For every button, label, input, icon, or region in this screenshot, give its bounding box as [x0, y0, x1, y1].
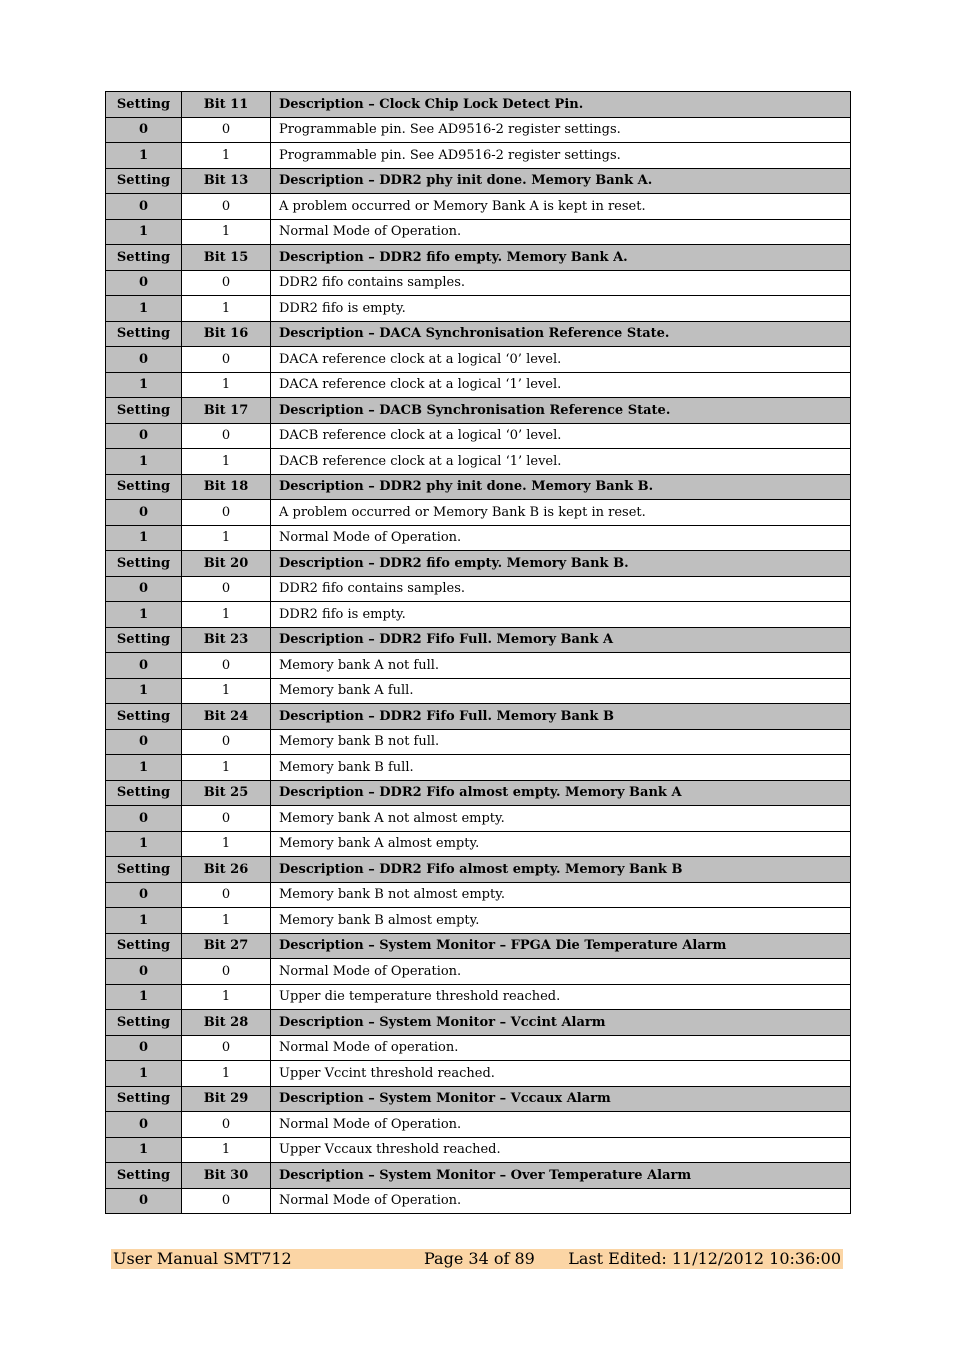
bit-value-cell: 1: [182, 372, 271, 398]
bit-number-header: Bit 29: [182, 1086, 271, 1112]
bit-value-cell: 0: [182, 270, 271, 296]
setting-value-cell: 1: [106, 831, 182, 857]
table-row: [106, 347, 851, 373]
bit-header-row: [106, 474, 851, 500]
bit-number-header: Bit 16: [182, 321, 271, 347]
setting-value-cell: 0: [106, 194, 182, 220]
page-footer: [111, 1249, 843, 1269]
table-row: [106, 806, 851, 832]
bit-value-cell: 0: [182, 729, 271, 755]
bit-value-cell: 1: [182, 908, 271, 934]
table-row: [106, 959, 851, 985]
meaning-cell: Upper Vccaux threshold reached.: [271, 1137, 851, 1163]
setting-value-cell: 1: [106, 908, 182, 934]
bit-value-cell: 0: [182, 1112, 271, 1138]
setting-column-header: Setting: [106, 1010, 182, 1036]
bit-value-cell: 0: [182, 653, 271, 679]
setting-column-header: Setting: [106, 857, 182, 883]
setting-value-cell: 0: [106, 117, 182, 143]
bit-number-header: Bit 23: [182, 627, 271, 653]
bit-value-cell: 1: [182, 755, 271, 781]
meaning-cell: Memory bank A not almost empty.: [271, 806, 851, 832]
setting-column-header: Setting: [106, 474, 182, 500]
setting-value-cell: 0: [106, 729, 182, 755]
bit-value-cell: 0: [182, 500, 271, 526]
meaning-cell: DDR2 fifo contains samples.: [271, 576, 851, 602]
bit-value-cell: 1: [182, 1061, 271, 1087]
bit-header-row: [106, 398, 851, 424]
bit-number-header: Bit 13: [182, 168, 271, 194]
meaning-cell: DACA reference clock at a logical ‘1’ level.: [271, 372, 851, 398]
setting-column-header: Setting: [106, 704, 182, 730]
bit-value-cell: 1: [182, 1137, 271, 1163]
meaning-cell: DACB reference clock at a logical ‘1’ level.: [271, 449, 851, 475]
bit-description-header: Description – System Monitor – Vccaux Alarm: [271, 1086, 851, 1112]
register-bit-table: [105, 91, 851, 1214]
meaning-cell: Memory bank B not full.: [271, 729, 851, 755]
meaning-cell: A problem occurred or Memory Bank B is kept in reset.: [271, 500, 851, 526]
bit-number-header: Bit 27: [182, 933, 271, 959]
meaning-cell: Memory bank A full.: [271, 678, 851, 704]
bit-number-header: Bit 18: [182, 474, 271, 500]
setting-column-header: Setting: [106, 245, 182, 271]
bit-description-header: Description – System Monitor – Vccint Alarm: [271, 1010, 851, 1036]
bit-number-header: Bit 28: [182, 1010, 271, 1036]
bit-header-row: [106, 321, 851, 347]
table-row: [106, 143, 851, 169]
bit-value-cell: 0: [182, 117, 271, 143]
meaning-cell: A problem occurred or Memory Bank A is kept in reset.: [271, 194, 851, 220]
bit-header-row: [106, 245, 851, 271]
bit-value-cell: 0: [182, 1188, 271, 1214]
table-row: [106, 1035, 851, 1061]
table-row: [106, 755, 851, 781]
meaning-cell: Memory bank B not almost empty.: [271, 882, 851, 908]
setting-value-cell: 0: [106, 959, 182, 985]
table-row: [106, 270, 851, 296]
bit-value-cell: 1: [182, 143, 271, 169]
table-row: [106, 500, 851, 526]
bit-value-cell: 0: [182, 806, 271, 832]
bit-description-header: Description – DACA Synchronisation Reference State.: [271, 321, 851, 347]
table-row: [106, 449, 851, 475]
setting-value-cell: 1: [106, 1061, 182, 1087]
table-row: [106, 219, 851, 245]
meaning-cell: DDR2 fifo contains samples.: [271, 270, 851, 296]
table-row: [106, 602, 851, 628]
setting-value-cell: 0: [106, 1188, 182, 1214]
table-row: [106, 117, 851, 143]
bit-number-header: Bit 24: [182, 704, 271, 730]
bit-value-cell: 1: [182, 296, 271, 322]
bit-header-row: [106, 551, 851, 577]
meaning-cell: Memory bank A not full.: [271, 653, 851, 679]
setting-value-cell: 1: [106, 984, 182, 1010]
setting-column-header: Setting: [106, 627, 182, 653]
bit-header-row: [106, 857, 851, 883]
setting-value-cell: 0: [106, 270, 182, 296]
table-row: [106, 908, 851, 934]
meaning-cell: Memory bank A almost empty.: [271, 831, 851, 857]
bit-description-header: Description – DDR2 fifo empty. Memory Bank A.: [271, 245, 851, 271]
bit-header-row: [106, 1010, 851, 1036]
bit-description-header: Description – DDR2 Fifo Full. Memory Bank B: [271, 704, 851, 730]
bit-header-row: [106, 704, 851, 730]
setting-value-cell: 0: [106, 1035, 182, 1061]
setting-value-cell: 1: [106, 1137, 182, 1163]
meaning-cell: DACB reference clock at a logical ‘0’ level.: [271, 423, 851, 449]
setting-value-cell: 1: [106, 755, 182, 781]
setting-column-header: Setting: [106, 1163, 182, 1189]
footer-last-edited: Last Edited: 11/12/2012 10:36:00: [568, 1249, 841, 1268]
meaning-cell: DDR2 fifo is empty.: [271, 602, 851, 628]
bit-description-header: Description – System Monitor – FPGA Die Temperature Alarm: [271, 933, 851, 959]
table-row: [106, 729, 851, 755]
setting-value-cell: 1: [106, 219, 182, 245]
bit-description-header: Description – DDR2 phy init done. Memory Bank A.: [271, 168, 851, 194]
bit-description-header: Description – DDR2 Fifo almost empty. Memory Bank B: [271, 857, 851, 883]
table-row: [106, 576, 851, 602]
meaning-cell: Programmable pin. See AD9516-2 register settings.: [271, 117, 851, 143]
meaning-cell: Normal Mode of Operation.: [271, 1188, 851, 1214]
footer-document-title: User Manual SMT712: [113, 1249, 292, 1268]
bit-number-header: Bit 30: [182, 1163, 271, 1189]
setting-value-cell: 1: [106, 296, 182, 322]
setting-value-cell: 0: [106, 882, 182, 908]
bit-description-header: Description – DDR2 Fifo Full. Memory Bank A: [271, 627, 851, 653]
setting-column-header: Setting: [106, 321, 182, 347]
setting-value-cell: 0: [106, 500, 182, 526]
bit-header-row: [106, 1163, 851, 1189]
meaning-cell: Normal Mode of operation.: [271, 1035, 851, 1061]
bit-value-cell: 1: [182, 831, 271, 857]
table-row: [106, 372, 851, 398]
table-row: [106, 831, 851, 857]
footer-page-number: Page 34 of 89: [424, 1249, 535, 1268]
bit-value-cell: 0: [182, 576, 271, 602]
table-row: [106, 1137, 851, 1163]
bit-number-header: Bit 15: [182, 245, 271, 271]
setting-value-cell: 1: [106, 602, 182, 628]
setting-column-header: Setting: [106, 551, 182, 577]
table-row: [106, 882, 851, 908]
setting-column-header: Setting: [106, 398, 182, 424]
setting-value-cell: 1: [106, 525, 182, 551]
bit-value-cell: 1: [182, 219, 271, 245]
bit-value-cell: 0: [182, 1035, 271, 1061]
setting-value-cell: 1: [106, 143, 182, 169]
bit-header-row: [106, 92, 851, 118]
register-bit-table-body: [106, 92, 851, 1214]
bit-value-cell: 1: [182, 678, 271, 704]
bit-value-cell: 0: [182, 423, 271, 449]
bit-description-header: Description – DDR2 Fifo almost empty. Memory Bank A: [271, 780, 851, 806]
bit-header-row: [106, 627, 851, 653]
meaning-cell: Memory bank B almost empty.: [271, 908, 851, 934]
bit-header-row: [106, 933, 851, 959]
meaning-cell: Normal Mode of Operation.: [271, 1112, 851, 1138]
bit-value-cell: 0: [182, 194, 271, 220]
setting-value-cell: 0: [106, 806, 182, 832]
table-row: [106, 423, 851, 449]
bit-number-header: Bit 17: [182, 398, 271, 424]
bit-value-cell: 1: [182, 449, 271, 475]
table-row: [106, 525, 851, 551]
setting-column-header: Setting: [106, 780, 182, 806]
setting-column-header: Setting: [106, 933, 182, 959]
meaning-cell: Programmable pin. See AD9516-2 register settings.: [271, 143, 851, 169]
bit-header-row: [106, 168, 851, 194]
setting-column-header: Setting: [106, 1086, 182, 1112]
bit-number-header: Bit 25: [182, 780, 271, 806]
table-row: [106, 678, 851, 704]
bit-description-header: Description – DDR2 fifo empty. Memory Bank B.: [271, 551, 851, 577]
bit-number-header: Bit 26: [182, 857, 271, 883]
meaning-cell: DACA reference clock at a logical ‘0’ level.: [271, 347, 851, 373]
meaning-cell: Upper Vccint threshold reached.: [271, 1061, 851, 1087]
setting-value-cell: 0: [106, 347, 182, 373]
bit-number-header: Bit 20: [182, 551, 271, 577]
setting-value-cell: 0: [106, 653, 182, 679]
meaning-cell: Upper die temperature threshold reached.: [271, 984, 851, 1010]
setting-column-header: Setting: [106, 92, 182, 118]
bit-number-header: Bit 11: [182, 92, 271, 118]
table-row: [106, 1188, 851, 1214]
meaning-cell: DDR2 fifo is empty.: [271, 296, 851, 322]
table-row: [106, 653, 851, 679]
bit-header-row: [106, 780, 851, 806]
setting-value-cell: 0: [106, 423, 182, 449]
bit-value-cell: 1: [182, 984, 271, 1010]
meaning-cell: Normal Mode of Operation.: [271, 525, 851, 551]
bit-description-header: Description – System Monitor – Over Temperature Alarm: [271, 1163, 851, 1189]
bit-description-header: Description – DACB Synchronisation Reference State.: [271, 398, 851, 424]
meaning-cell: Normal Mode of Operation.: [271, 219, 851, 245]
setting-value-cell: 1: [106, 372, 182, 398]
bit-value-cell: 1: [182, 525, 271, 551]
setting-value-cell: 1: [106, 678, 182, 704]
bit-value-cell: 0: [182, 959, 271, 985]
setting-value-cell: 0: [106, 576, 182, 602]
bit-description-header: Description – DDR2 phy init done. Memory Bank B.: [271, 474, 851, 500]
setting-value-cell: 0: [106, 1112, 182, 1138]
table-row: [106, 296, 851, 322]
table-row: [106, 984, 851, 1010]
meaning-cell: Memory bank B full.: [271, 755, 851, 781]
setting-column-header: Setting: [106, 168, 182, 194]
table-row: [106, 194, 851, 220]
bit-description-header: Description – Clock Chip Lock Detect Pin.: [271, 92, 851, 118]
bit-value-cell: 0: [182, 347, 271, 373]
table-row: [106, 1061, 851, 1087]
bit-header-row: [106, 1086, 851, 1112]
bit-value-cell: 1: [182, 602, 271, 628]
table-row: [106, 1112, 851, 1138]
bit-value-cell: 0: [182, 882, 271, 908]
setting-value-cell: 1: [106, 449, 182, 475]
meaning-cell: Normal Mode of Operation.: [271, 959, 851, 985]
